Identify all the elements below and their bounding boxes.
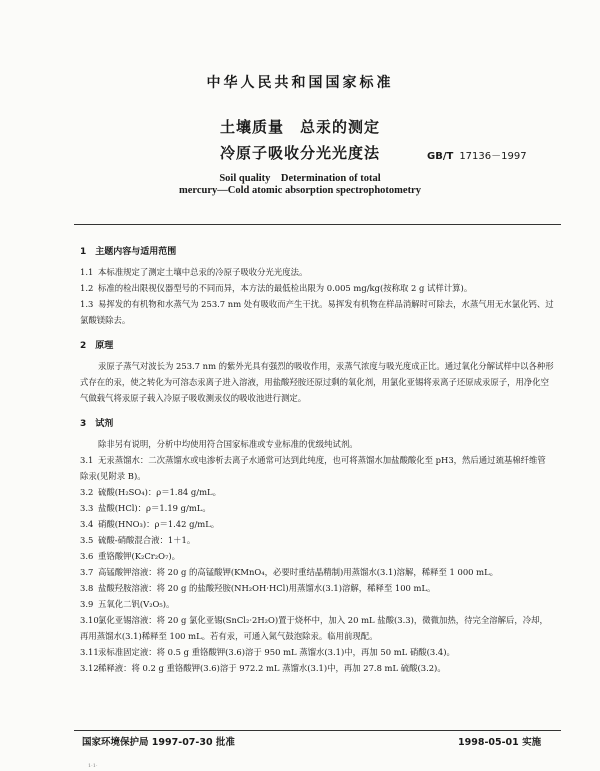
clause-3-12: [80, 660, 554, 676]
clause-text: 稀释液：将 0.2 g 重铬酸钾(3.6)溶于 972.2 mL 蒸馏水(3.1)中，再加 27.8 mL 硫酸(3.2)。: [98, 663, 446, 673]
clause-text: 易挥发的有机物和水蒸气为 253.7 nm 处有吸收而产生干扰。易挥发有机物在样品消解时可除去，水蒸气用无水氯化钙、过氯酸镁除去。: [80, 299, 554, 325]
clause-3-1: [80, 452, 554, 484]
clause-text: 本标准规定了测定土壤中总汞的冷原子吸收分光光度法。: [98, 267, 308, 277]
section-2-title: 2 原理: [80, 341, 114, 351]
clause-text: 盐酸(HCl)：ρ＝1.19 g/mL。: [98, 503, 211, 513]
clause-text: 汞标准固定液：将 0.5 g 重铬酸钾(3.6)溶于 950 mL 蒸馏水(3.1)中，再加 50 mL 硝酸(3.4)。: [98, 647, 455, 657]
english-title-line2: mercury—Cold atomic absorption spectrophotometry: [179, 185, 421, 196]
clause-3-3: [80, 500, 554, 516]
standard-code: GB/T: [427, 151, 454, 162]
clause-text: 氯化亚锡溶液：将 20 g 氯化亚锡(SnCl₂·2H₂O)置于烧杯中，加入 20 mL 盐酸(3.3)，微微加热，待完全溶解后，冷却，再用蒸馏水(3.1)稀释至 100 mL。若有汞，可通入氮气鼓泡除汞。临用前现配。: [80, 615, 548, 641]
clause-1-3: [80, 296, 554, 328]
chinese-title-line2: 冷原子吸收分光光度法: [219, 144, 380, 162]
clause-text: 重铬酸钾(K₂Cr₂O₇)。: [98, 551, 181, 561]
clause-3-7: [80, 564, 554, 580]
clause-text: 硝酸(HNO₃)：ρ＝1.42 g/mL。: [98, 519, 220, 529]
clause-3-10: [80, 612, 554, 644]
footer-rule: [74, 730, 561, 731]
clause-number: 1.1: [80, 267, 94, 277]
clause-number: 1.3: [80, 299, 94, 309]
clause-1-1: [80, 264, 554, 280]
standard-number: [427, 147, 527, 162]
document-body: [80, 244, 554, 676]
clause-3-6: [80, 548, 554, 564]
clause-text: 五氧化二钒(V₂O₅)。: [98, 599, 175, 609]
section-3-title: 3 试剂: [80, 419, 114, 429]
clause-3-8: [80, 580, 554, 596]
clause-text: 无汞蒸馏水：二次蒸馏水或电渗析去离子水通常可达到此纯度，也可将蒸馏水加盐酸酸化至 pH3，然后通过巯基棉纤维管除汞(见附录 B)。: [80, 455, 546, 481]
clause-number: 3.7: [80, 567, 94, 577]
clause-number: 3.9: [80, 599, 94, 609]
clause-number: 3.2: [80, 487, 94, 497]
clause-number: 3.12: [80, 663, 99, 673]
clause-text: 硫酸-硝酸混合液：1＋1。: [98, 535, 196, 545]
clause-text: 硫酸(H₂SO₄)：ρ＝1.84 g/mL。: [98, 487, 221, 497]
clause-number: 3.5: [80, 535, 94, 545]
chinese-title-line1: 土壤质量 总汞的测定: [219, 118, 380, 136]
section-2-text: 汞原子蒸气对波长为 253.7 nm 的紫外光具有强烈的吸收作用，汞蒸气浓度与吸光度成正比。通过氧化分解试样中以各种形式存在的汞，使之转化为可溶态汞离子进入溶液，用盐酸羟胺还原过剩的氧化剂，用氯化亚锡将汞离子还原成汞原子，用净化空气做载气将汞原子载入冷原子吸收测汞仪的吸收池进行测定。: [80, 361, 554, 403]
clause-number: 3.8: [80, 583, 94, 593]
english-title-line1: Soil quality Determination of total: [219, 173, 381, 184]
clause-number: 3.3: [80, 503, 94, 513]
clause-text: 标准的检出限视仪器型号的不同而异，本方法的最低检出限为 0.005 mg/kg(按称取 2 g 试样计算)。: [98, 283, 473, 293]
clause-text: 盐酸羟胺溶液：将 20 g 的盐酸羟胺(NH₂OH·HCl)用蒸馏水(3.1)溶解，稀释至 100 mL。: [98, 583, 436, 593]
clause-3-9: [80, 596, 554, 612]
clause-3-4: [80, 516, 554, 532]
clause-text: 高锰酸钾溶液：将 20 g 的高锰酸钾(KMnO₄，必要时重结晶精制)用蒸馏水(3.1)溶解，稀释至 1 000 mL。: [98, 567, 499, 577]
clause-number: 1.2: [80, 283, 94, 293]
effective-date: 1998-05-01 实施: [458, 737, 542, 748]
approval-line: 国家环境保护局 1997-07-30 批准: [82, 737, 235, 748]
clause-3-2: [80, 484, 554, 500]
clause-number: 3.4: [80, 519, 94, 529]
clause-1-2: [80, 280, 554, 296]
section-3-intro: 除非另有说明，分析中均使用符合国家标准或专业标准的优级纯试剂。: [98, 439, 358, 449]
page-mark: 1·1·: [88, 763, 98, 769]
clause-3-11: [80, 644, 554, 660]
clause-number: 3.6: [80, 551, 94, 561]
clause-3-5: [80, 532, 554, 548]
section-1-title: 1 主题内容与适用范围: [80, 247, 177, 257]
clause-number: 3.11: [80, 647, 99, 657]
standard-number-value: 17136－1997: [459, 151, 527, 162]
clause-number: 3.1: [80, 455, 94, 465]
national-standard-heading: 中华人民共和国国家标准: [206, 75, 394, 91]
header-rule: [74, 224, 561, 225]
clause-number: 3.10: [80, 615, 99, 625]
